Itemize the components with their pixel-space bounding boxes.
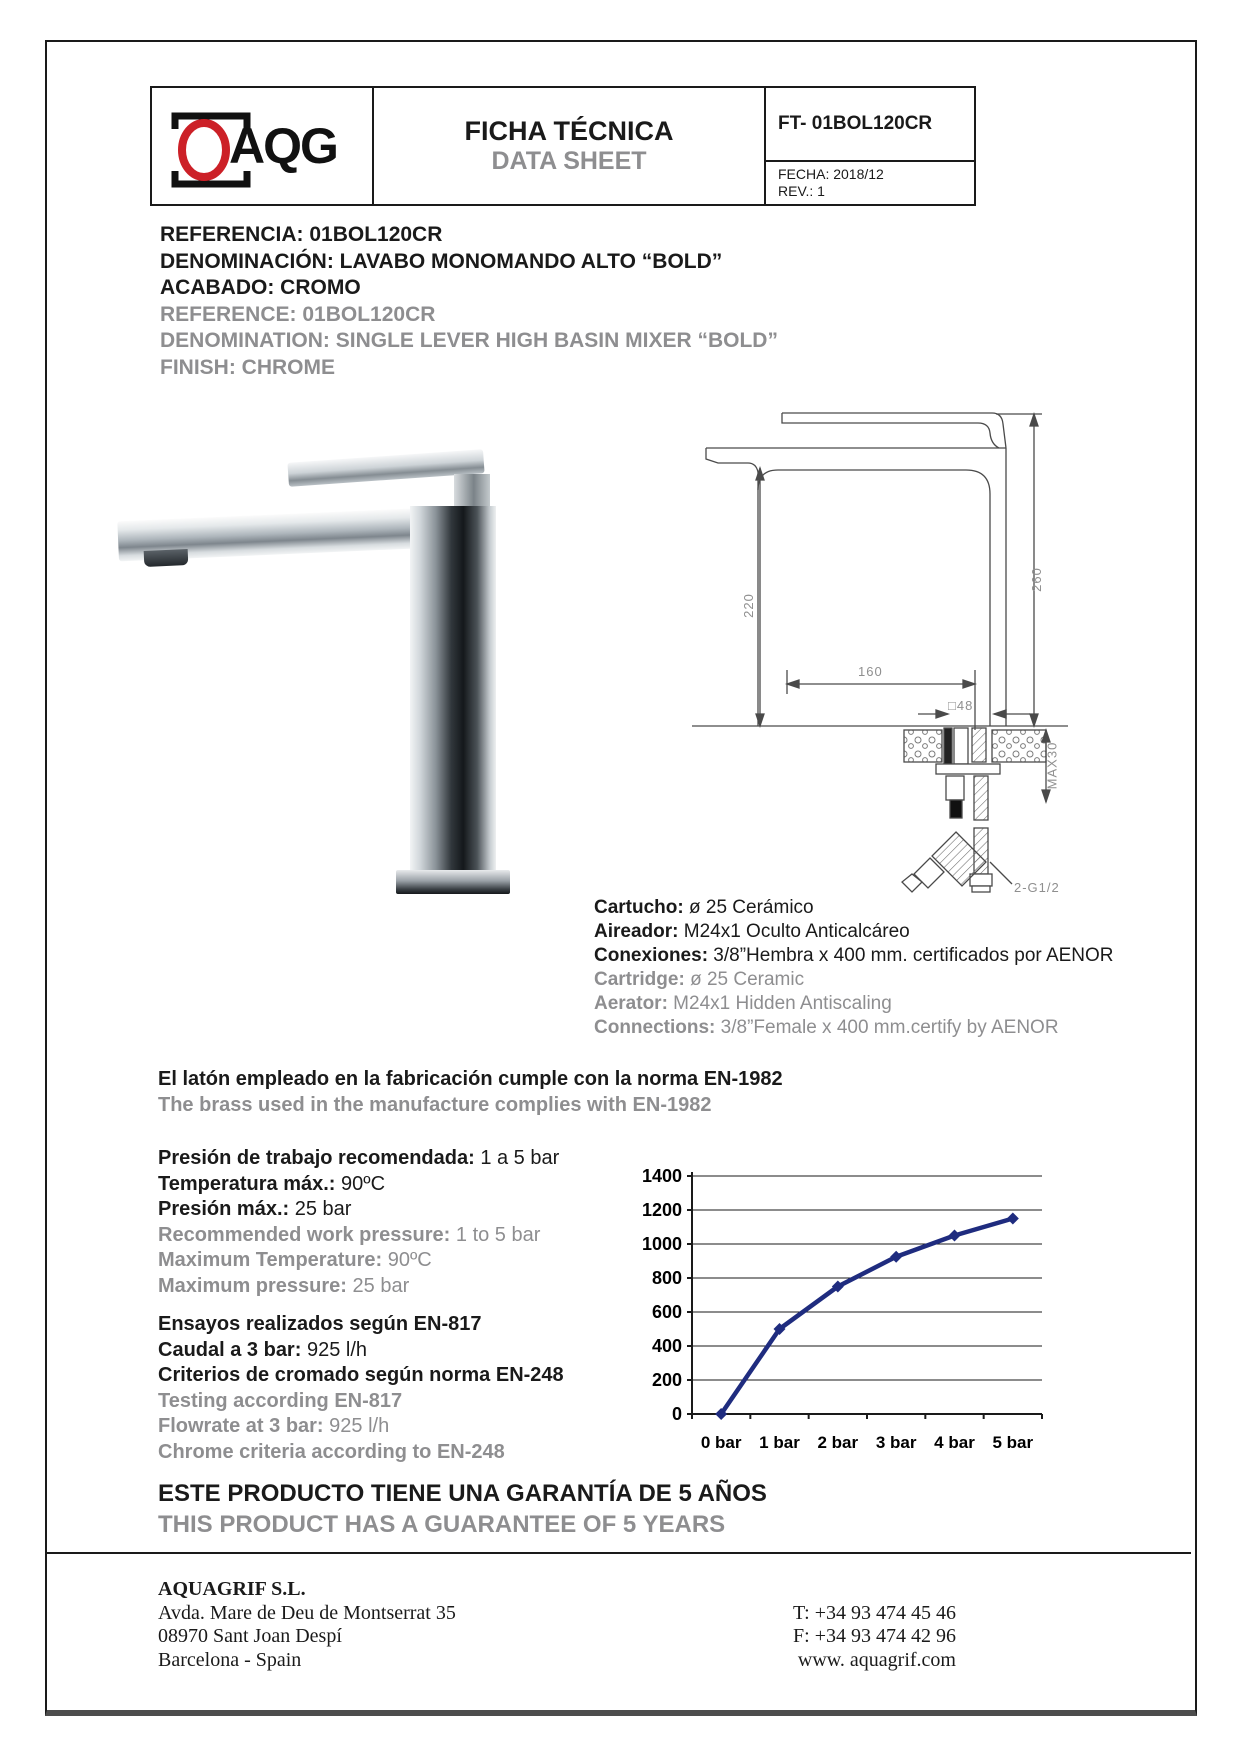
dim-height-spout: 220 (740, 593, 756, 618)
pressure-value: 25 bar (346, 1274, 410, 1297)
footer-address (158, 1578, 456, 1672)
testing-line (158, 1389, 564, 1415)
guarantee-block (158, 1478, 767, 1540)
data-point-marker (949, 1230, 961, 1242)
doc-meta (766, 162, 974, 204)
guarantee-es: ESTE PRODUCTO TIENE UNA GARANTÍA DE 5 AÑOS (158, 1480, 767, 1507)
spec-value: 3/8”Female x 400 mm.certify by AENOR (715, 1017, 1059, 1038)
spec-label: Aerator: (594, 993, 668, 1014)
pressure-value: 1 a 5 bar (474, 1147, 560, 1169)
flow-line (721, 1219, 1013, 1415)
pressure-value: 90ºC (335, 1172, 386, 1195)
brass-es: El latón empleado en la fabricación cumple con la norma EN-1982 (158, 1068, 783, 1090)
pressure-label: Maximum pressure: (158, 1274, 347, 1297)
spec-label: Cartridge: (594, 969, 685, 990)
pressure-line (158, 1274, 559, 1300)
footer-address1: Avda. Mare de Deu de Montserrat 35 (158, 1601, 456, 1624)
dim-reach: 160 (858, 664, 883, 679)
dim-height-total: 260 (1028, 567, 1044, 592)
dim-base: □48 (948, 698, 974, 713)
photo-aerator (144, 549, 189, 567)
spec-line (594, 896, 1114, 920)
pressure-label: Recommended work pressure: (158, 1223, 451, 1246)
y-axis-label: 200 (651, 1370, 682, 1390)
y-axis-label: 1200 (641, 1200, 682, 1220)
doc-header (150, 86, 976, 206)
pressure-line (158, 1223, 559, 1249)
brass-en: The brass used in the manufacture complies with EN-1982 (158, 1094, 712, 1116)
pressure-label: Temperatura máx.: (158, 1172, 336, 1195)
x-axis-label: 0 bar (700, 1433, 742, 1452)
testing-label: Ensayos realizados según EN-817 (158, 1313, 482, 1335)
y-axis-label: 600 (651, 1302, 682, 1322)
y-axis-label: 800 (651, 1268, 682, 1288)
spec-label: Connections: (594, 1017, 716, 1038)
footer (158, 1578, 956, 1672)
photo-base (396, 870, 510, 894)
product-photo (110, 418, 540, 898)
testing-value: 925 l/h (323, 1415, 390, 1437)
testing-line (158, 1414, 564, 1440)
pressure-label: Presión máx.: (158, 1198, 290, 1220)
doc-title-es: FICHA TÉCNICA (464, 116, 674, 147)
footer-divider (47, 1552, 1191, 1554)
denomination-es: DENOMINACIÓN: LAVABO MONOMANDO ALTO “BOLD” (160, 249, 723, 273)
code-cell (766, 88, 974, 204)
y-axis-label: 0 (671, 1404, 682, 1424)
testing-line (158, 1363, 564, 1389)
testing-label: Caudal a 3 bar: (158, 1338, 302, 1361)
dim-connection: 2-G1/2 (1014, 880, 1060, 895)
logo-text: AQG (229, 118, 337, 174)
drawing-linework (690, 400, 1072, 900)
pressure-value: 25 bar (289, 1198, 352, 1220)
company-logo (167, 103, 357, 189)
logo-cell (152, 88, 374, 204)
pressure-value: 90ºC (382, 1249, 432, 1271)
x-axis-label: 4 bar (934, 1433, 975, 1452)
pressure-block (158, 1146, 559, 1299)
testing-label: Chrome criteria according to EN-248 (158, 1440, 505, 1463)
spec-label: Conexiones: (594, 945, 709, 966)
doc-rev: REV.: 1 (778, 183, 825, 199)
doc-code: FT- 01BOL120CR (766, 88, 974, 162)
pressure-label: Presión de trabajo recomendada: (158, 1147, 475, 1169)
x-axis-label: 2 bar (817, 1433, 859, 1452)
footer-address2: 08970 Sant Joan Despí (158, 1625, 342, 1647)
spec-label: Aireador: (594, 921, 679, 942)
pressure-value: 1 to 5 bar (450, 1223, 541, 1246)
flow-chart (630, 1160, 1050, 1460)
y-axis-label: 1400 (641, 1166, 682, 1186)
footer-web: www. aquagrif.com (797, 1648, 956, 1671)
spec-line (594, 992, 1114, 1016)
footer-address3: Barcelona - Spain (158, 1648, 302, 1671)
y-axis-label: 1000 (641, 1234, 682, 1254)
flow-chart-svg (630, 1160, 1050, 1460)
data-point-marker (1007, 1213, 1019, 1225)
footer-fax: F: +34 93 474 42 96 (793, 1625, 956, 1647)
testing-label: Testing according EN-817 (158, 1389, 403, 1412)
spec-line (594, 944, 1114, 968)
reference-en: REFERENCE: 01BOL120CR (160, 302, 436, 326)
spec-line (594, 968, 1114, 992)
finish-en: FINISH: CHROME (160, 355, 335, 379)
testing-label: Criterios de cromado según norma EN-248 (158, 1364, 564, 1386)
pressure-line (158, 1197, 559, 1223)
y-axis-label: 400 (651, 1336, 682, 1356)
finish-es: ACABADO: CROMO (160, 276, 361, 299)
testing-line (158, 1312, 564, 1338)
pressure-label: Maximum Temperature: (158, 1249, 383, 1271)
spec-line (594, 920, 1114, 944)
testing-line (158, 1440, 564, 1466)
dim-max-thickness: MAX30 (1044, 741, 1060, 790)
pressure-line (158, 1248, 559, 1274)
testing-value: 925 l/h (301, 1338, 367, 1361)
logo-red-circle (182, 123, 226, 177)
photo-body (410, 506, 496, 888)
testing-line (158, 1338, 564, 1364)
x-axis-label: 1 bar (759, 1433, 800, 1452)
testing-block (158, 1312, 564, 1465)
reference-block (160, 222, 778, 381)
guarantee-en: THIS PRODUCT HAS A GUARANTEE OF 5 YEARS (158, 1511, 726, 1538)
spec-value: ø 25 Cerámico (683, 897, 814, 918)
specs-block (594, 896, 1114, 1040)
spec-value: ø 25 Ceramic (684, 969, 805, 990)
x-axis-label: 3 bar (875, 1433, 917, 1452)
spec-value: M24x1 Oculto Anticalcáreo (678, 921, 910, 942)
brass-note (158, 1066, 783, 1118)
testing-label: Flowrate at 3 bar: (158, 1415, 324, 1437)
spec-value: 3/8”Hembra x 400 mm. certificados por AENOR (708, 945, 1114, 966)
doc-title-en: DATA SHEET (491, 147, 647, 176)
denomination-en: DENOMINATION: SINGLE LEVER HIGH BASIN MIXER “BOLD” (160, 329, 778, 352)
x-axis-label: 5 bar (992, 1433, 1034, 1452)
spec-line (594, 1016, 1114, 1040)
footer-company: AQUAGRIF S.L. (158, 1578, 306, 1600)
technical-drawing (690, 400, 1072, 900)
reference-es: REFERENCIA: 01BOL120CR (160, 223, 443, 246)
footer-phone: T: +34 93 474 45 46 (792, 1601, 956, 1624)
spec-label: Cartucho: (594, 897, 684, 918)
footer-contact (793, 1578, 956, 1672)
title-cell (374, 88, 766, 204)
spec-value: M24x1 Hidden Antiscaling (667, 993, 892, 1014)
pressure-line (158, 1172, 559, 1198)
doc-date: FECHA: 2018/12 (778, 166, 884, 182)
pressure-line (158, 1146, 559, 1172)
